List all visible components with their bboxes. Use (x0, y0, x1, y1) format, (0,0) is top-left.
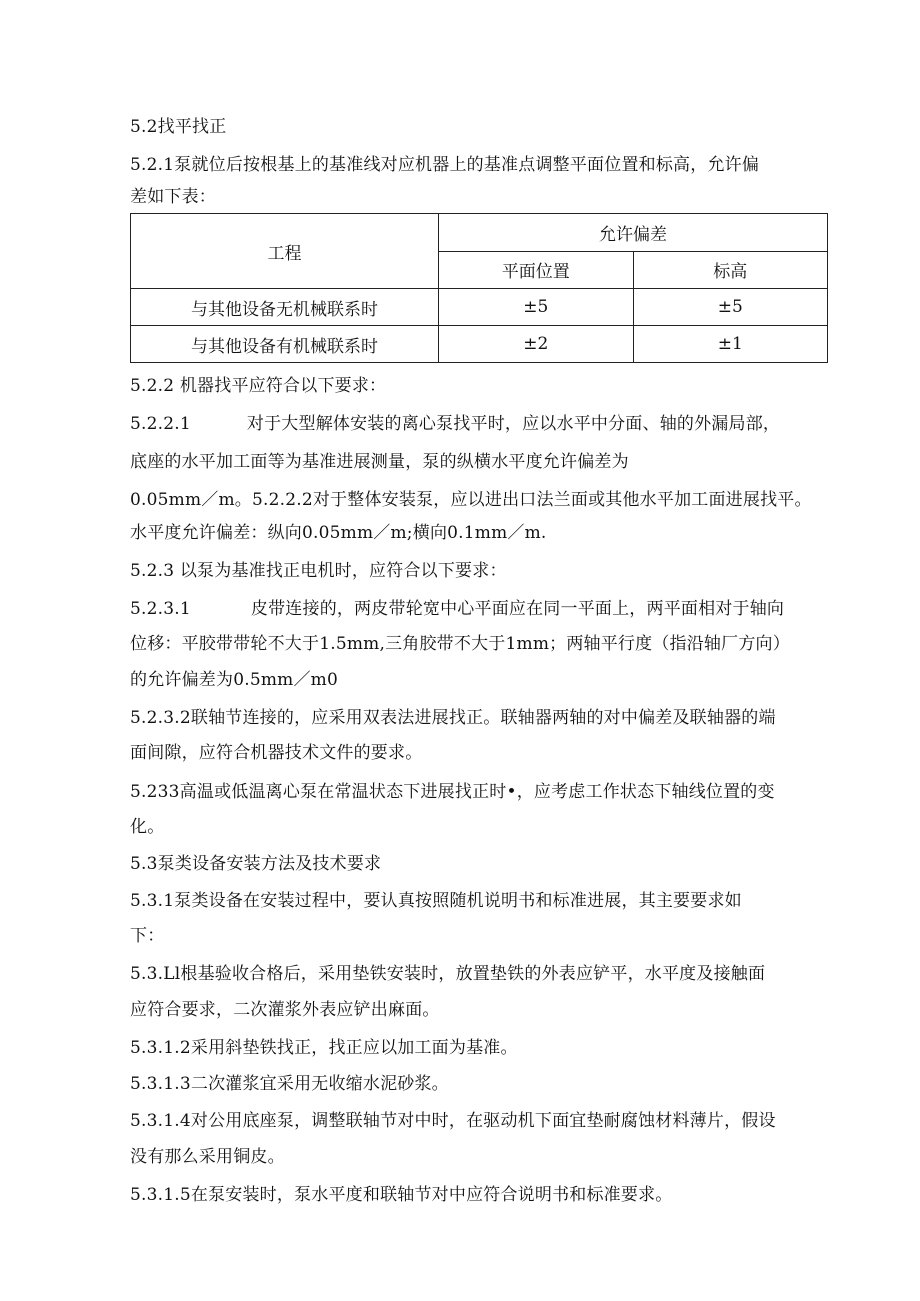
table-row (131, 326, 828, 363)
tolerance-table (130, 213, 828, 363)
paragraph-5-3-1-5: 5.3.1.5在泵安装时，泵水平度和联轴节对中应符合说明书和标准要求。 (130, 1185, 673, 1205)
table-header-project: 工程 (131, 214, 439, 289)
table-cell-elevation: ±5 (633, 289, 827, 326)
paragraph-5-2-2-1-line-3: 0.05mm／m。5.2.2.2对于整体安装泵，应以进出口法兰面或其他水平加工面进展找平。 (130, 490, 812, 510)
paragraph-5-2-3-3-line-1: 5.233高温或低温离心泵在常温状态下进展找正时•，应考虑工作状态下轴线位置的变 (130, 782, 775, 802)
table-header-plane-position: 平面位置 (439, 251, 633, 289)
paragraph-5-2-3-2-line-2: 面间隙，应符合机器技术文件的要求。 (130, 743, 423, 763)
paragraph-5-2-2: 5.2.2 机器找平应符合以下要求： (130, 376, 387, 396)
paragraph-5-3-1-3: 5.3.1.3二次灌浆宜采用无收缩水泥砂浆。 (130, 1074, 449, 1094)
clause-number: 5.2.2.1 (130, 414, 191, 434)
paragraph-5-2-3: 5.2.3 以泵为基准找正电机时，应符合以下要求： (130, 561, 507, 581)
paragraph-5-2-2-1-line-1 (130, 407, 780, 441)
clause-text: 对于大型解体安装的离心泵找平时，应以水平中分面、轴的外漏局部， (246, 414, 781, 434)
table-cell-item: 与其他设备有机械联系时 (131, 326, 439, 363)
paragraph-5-2-2-1-line-2: 底座的水平加工面等为基准进展测量，泵的纵横水平度允许偏差为 (130, 452, 629, 472)
table-cell-plane: ±2 (439, 326, 633, 363)
section-heading-5-2: 5.2找平找正 (130, 117, 227, 137)
table-header-elevation: 标高 (633, 251, 827, 289)
table-header-allowed-deviation: 允许偏差 (439, 214, 828, 252)
paragraph-5-2-1-line-1: 5.2.1泵就位后按根基上的基准线对应机器上的基准点调整平面位置和标高，允许偏 (130, 155, 760, 175)
paragraph-5-3-1-line-1: 5.3.1泵类设备在安装过程中，要认真按照随机说明书和标准进展，其主要要求如 (130, 891, 742, 911)
clause-number: 5.2.3.1 (130, 599, 191, 619)
paragraph-5-3-1-4-line-2: 没有那么采用铜皮。 (130, 1147, 285, 1167)
section-heading-5-3: 5.3泵类设备安装方法及技术要求 (130, 854, 382, 874)
paragraph-5-2-3-1-line-2: 位移：平胶带带轮不大于1.5mm,三角胶带不大于1mm；两轴平行度（指沿轴厂方向） (130, 634, 790, 654)
paragraph-5-3-1-1-line-2: 应符合要求，二次灌浆外表应铲出麻面。 (130, 1000, 440, 1020)
paragraph-5-3-1-line-2: 下： (130, 926, 165, 946)
paragraph-5-2-3-1-line-1 (130, 592, 784, 626)
paragraph-5-2-3-1-line-3: 的允许偏差为0.5mm／m0 (130, 670, 339, 690)
paragraph-5-3-1-2: 5.3.1.2采用斜垫铁找正，找正应以加工面为基准。 (130, 1038, 518, 1058)
table-row (131, 289, 828, 326)
paragraph-5-2-2-2-line-2: 水平度允许偏差：纵向0.05mm／m;横向0.1mm／m. (130, 523, 547, 543)
paragraph-5-3-1-4-line-1: 5.3.1.4对公用底座泵，调整联轴节对中时，在驱动机下面宜垫耐腐蚀材料薄片，假设 (130, 1111, 776, 1131)
paragraph-5-2-3-2-line-1: 5.2.3.2联轴节连接的，应采用双表法进展找正。联轴器两轴的对中偏差及联轴器的端 (130, 708, 776, 728)
table-cell-plane: ±5 (439, 289, 633, 326)
table-cell-elevation: ±1 (633, 326, 827, 363)
paragraph-5-2-1-line-2: 差如下表： (130, 187, 216, 207)
paragraph-5-3-1-1-line-1: 5.3.Ll根基验收合格后，采用垫铁安装时，放置垫铁的外表应铲平，水平度及接触面 (130, 964, 766, 984)
clause-text: 皮带连接的，两皮带轮宽中心平面应在同一平面上，两平面相对于轴向 (250, 599, 785, 619)
table-cell-item: 与其他设备无机械联系时 (131, 289, 439, 326)
paragraph-5-2-3-3-line-2: 化。 (130, 817, 165, 837)
